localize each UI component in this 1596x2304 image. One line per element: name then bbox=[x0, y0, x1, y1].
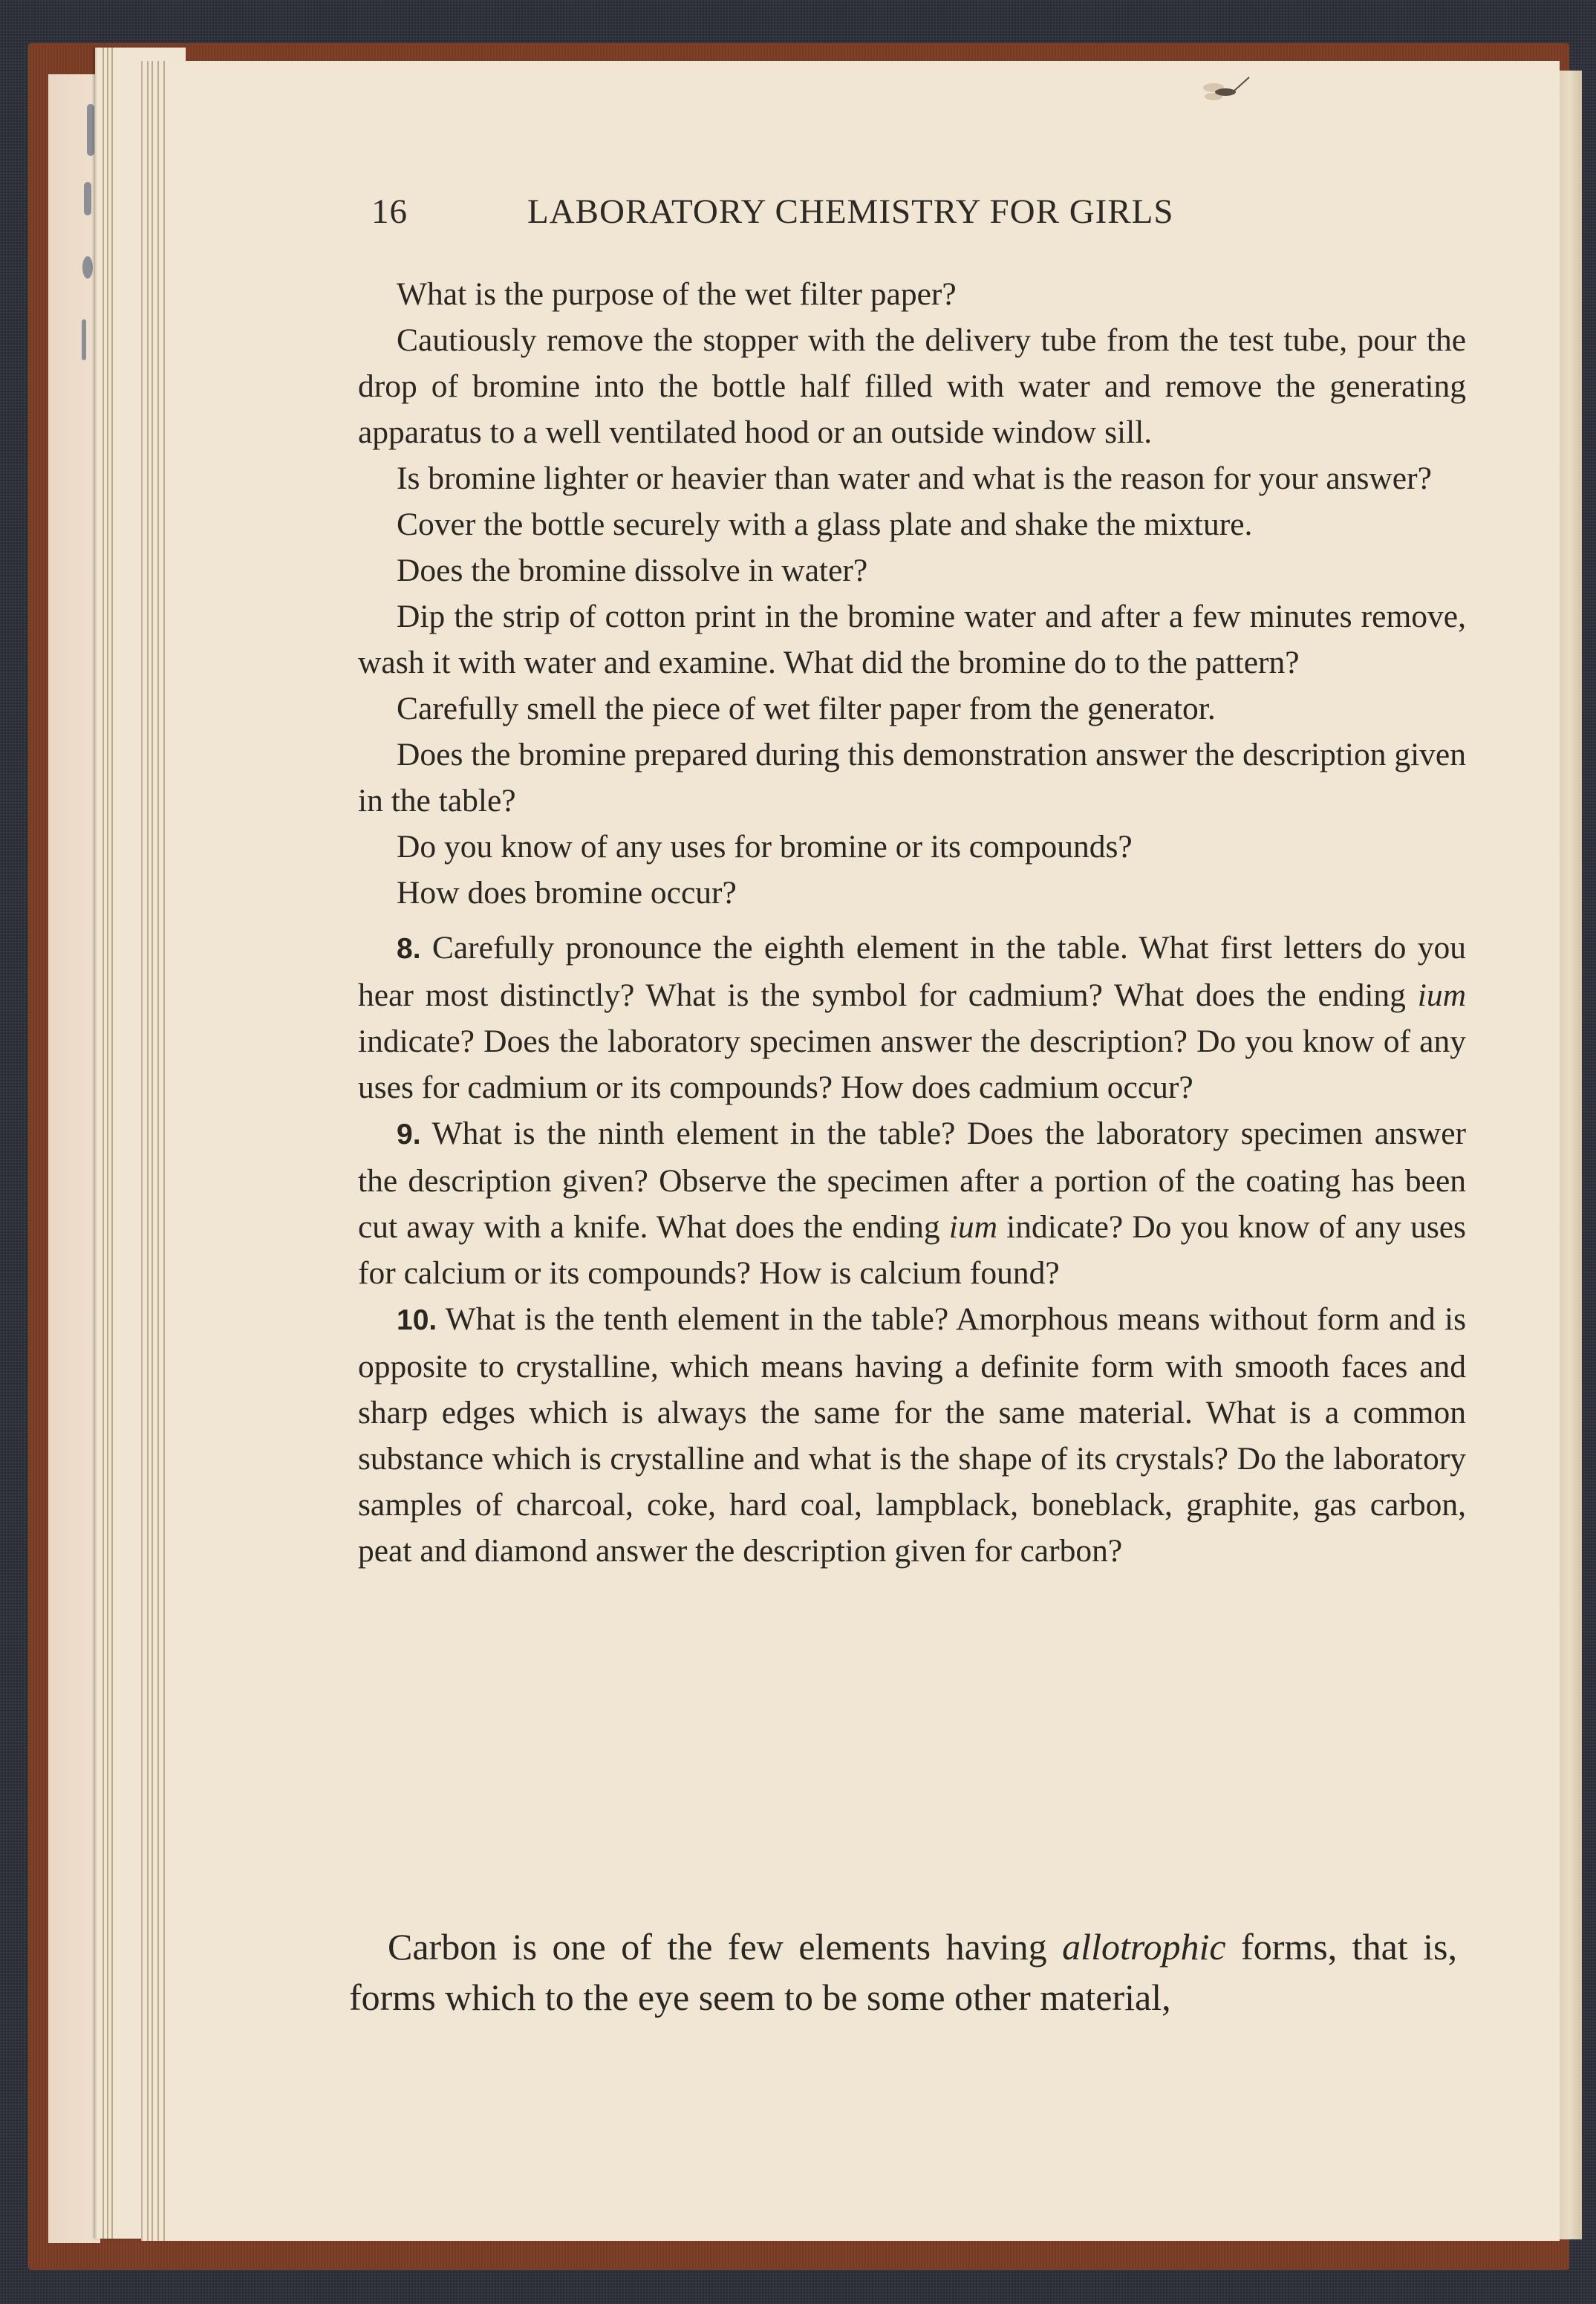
numbered-item-9: 9. What is the ninth element in the table? Does the laboratory specimen answer the description given? Observe the specimen after a portion of the coating has been cut away with a knife. What does the ending ium indicate? Do you know of any uses for calcium or its compounds? How is calcium found? bbox=[358, 1116, 1466, 1291]
item-number: 10. bbox=[397, 1304, 437, 1336]
page-edge-line bbox=[152, 61, 153, 2241]
page-number: 16 bbox=[371, 192, 408, 231]
paragraph: Cautiously remove the stopper with the delivery tube from the test tube, pour the drop of bromine into the bottle half filled with water and remove the generating apparatus to a well ventilated hood or an outside window sill. bbox=[358, 322, 1466, 450]
book-title: LABORATORY CHEMISTRY FOR GIRLS bbox=[527, 192, 1174, 231]
page-edge-line bbox=[147, 61, 149, 2241]
page-edge-line bbox=[111, 48, 113, 2239]
pencil-mark bbox=[84, 182, 91, 215]
item-number: 8. bbox=[397, 933, 421, 965]
numbered-item-8: 8. Carefully pronounce the eighth element in the table. What first letters do you hear most distinctly? What is the symbol for cadmium? What does the ending ium indicate? Does the laboratory specimen answer the description? Do you know of any uses for cadmium or its compounds? How does cadmium occur? bbox=[358, 930, 1467, 1105]
paragraph: Do you know of any uses for bromine or its compounds? bbox=[397, 829, 1133, 865]
page-edge-line bbox=[107, 48, 108, 2239]
item-number: 9. bbox=[397, 1119, 421, 1151]
page-edge-line bbox=[157, 61, 159, 2241]
paragraph: Carbon is one of the few elements having allotrophic forms, that is, forms which to the eye seem to be some other material, bbox=[349, 1926, 1458, 2018]
pencil-mark bbox=[82, 319, 86, 360]
paragraph: Dip the strip of cotton print in the bromine water and after a few minutes remove, wash it with water and examine. What did the bromine do to the pattern? bbox=[358, 599, 1466, 680]
body-text bbox=[358, 271, 1466, 1574]
italic-term: ium bbox=[948, 1209, 997, 1245]
italic-term: allotrophic bbox=[1062, 1926, 1226, 1968]
paragraph: How does bromine occur? bbox=[397, 875, 737, 911]
numbered-item-10: 10. What is the tenth element in the table? Amorphous means without form and is opposite to crystalline, which means having a definite form with smooth faces and sharp edges which is always the same for the same material. What is a common substance which is crystalline and what is the shape of its crystals? Do the laboratory samples of charcoal, coke, hard coal, lampblack, boneblack, graphite, gas carbon, peat and diamond answer the description given for carbon? bbox=[358, 1301, 1466, 1569]
pencil-mark bbox=[87, 104, 94, 156]
page-stack-lines bbox=[141, 61, 175, 2241]
paragraph: Is bromine lighter or heavier than water and what is the reason for your answer? bbox=[397, 461, 1432, 496]
pencil-mark bbox=[82, 256, 93, 279]
page-edge-line bbox=[163, 61, 165, 2241]
closing-paragraph bbox=[349, 1921, 1457, 2022]
paragraph: Does the bromine dissolve in water? bbox=[397, 553, 868, 588]
paragraph: What is the purpose of the wet filter paper? bbox=[397, 276, 957, 312]
endpaper bbox=[48, 74, 100, 2243]
paragraph: Cover the bottle securely with a glass plate and shake the mixture. bbox=[397, 507, 1253, 542]
running-head bbox=[371, 192, 1456, 244]
paragraph: Does the bromine prepared during this demonstration answer the description given in the table? bbox=[358, 737, 1466, 819]
italic-term: ium bbox=[1417, 977, 1466, 1013]
insect-speck-icon bbox=[1203, 74, 1255, 111]
page-edge-line bbox=[102, 48, 104, 2239]
paragraph: Carefully smell the piece of wet filter paper from the generator. bbox=[397, 691, 1216, 726]
